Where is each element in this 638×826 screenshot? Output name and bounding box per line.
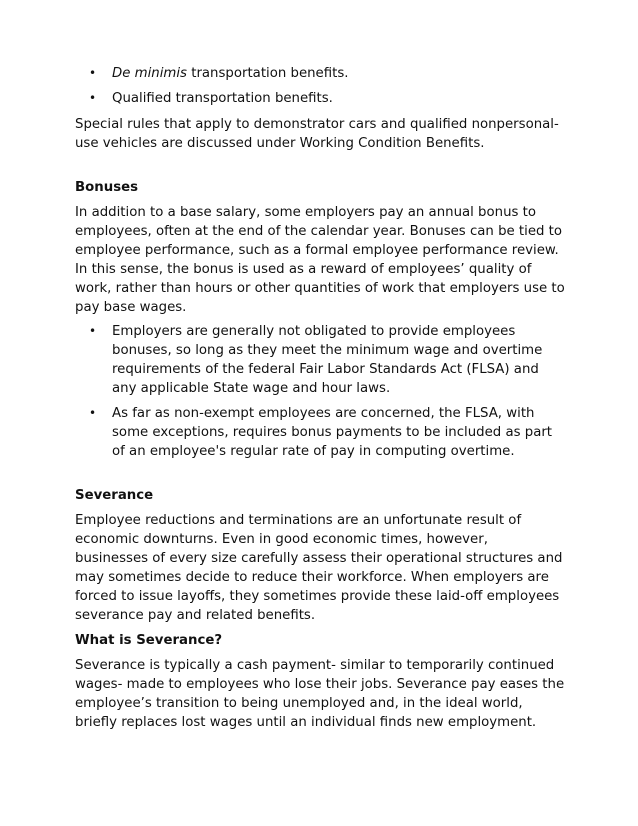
bullet-icon: •: [89, 91, 97, 105]
document-page: [75, 64, 565, 732]
list-item: [75, 322, 565, 398]
what-is-severance-heading: What is Severance?: [75, 633, 223, 648]
list-item-text: As far as non-exempt employees are concerned, the FLSA, with some exceptions, requires bonus payments to be included as part of an employee's regular rate of pay in computing overtime.: [112, 406, 553, 459]
bullet-icon: •: [89, 406, 97, 420]
list-item-text: Employers are generally not obligated to provide employees bonuses, so long as they meet the minimum wage and overtime requirements of the federal Fair Labor Standards Act (FLSA) and any applicable State wage and hour laws.: [112, 324, 543, 396]
what-is-severance-paragraph: Severance is typically a cash payment- similar to temporarily continued wages- made to employees who lose their jobs. Severance pay eases the employee’s transition to being unemployed and, in the ideal world, briefly replaces lost wages until an individual finds new employment.: [75, 658, 565, 730]
list-item: [75, 404, 565, 461]
severance-paragraph: Employee reductions and terminations are an unfortunate result of economic downturns. Even in good economic times, however, businesses of every size carefully assess their operational structures and may sometimes decide to reduce their workforce. When employers are forced to issue layoffs, they sometimes provide these laid-off employees severance pay and related benefits.: [75, 513, 563, 623]
list-item-text: transportation benefits.: [187, 66, 349, 81]
list-item: [75, 64, 565, 83]
bullet-icon: •: [89, 324, 97, 338]
bonuses-paragraph: In addition to a base salary, some employers pay an annual bonus to employees, often at the end of the calendar year. Bonuses can be tied to employee performance, such as a formal employee performance review. In this sense, the bonus is used as a reward of employees’ quality of work, rather than hours or other quantities of work that employers use to pay base wages.: [75, 205, 565, 315]
bonuses-bullet-list: [75, 322, 565, 461]
bonuses-heading: Bonuses: [75, 180, 139, 195]
intro-bullet-list: [75, 64, 565, 108]
list-item-italic: De minimis: [112, 66, 187, 81]
intro-paragraph: Special rules that apply to demonstrator cars and qualified nonpersonal-use vehicles are discussed under Working Condition Benefits.: [75, 117, 559, 151]
bullet-icon: •: [89, 66, 97, 80]
list-item-text: Qualified transportation benefits.: [112, 91, 333, 106]
list-item: [75, 89, 565, 108]
severance-heading: Severance: [75, 488, 154, 503]
